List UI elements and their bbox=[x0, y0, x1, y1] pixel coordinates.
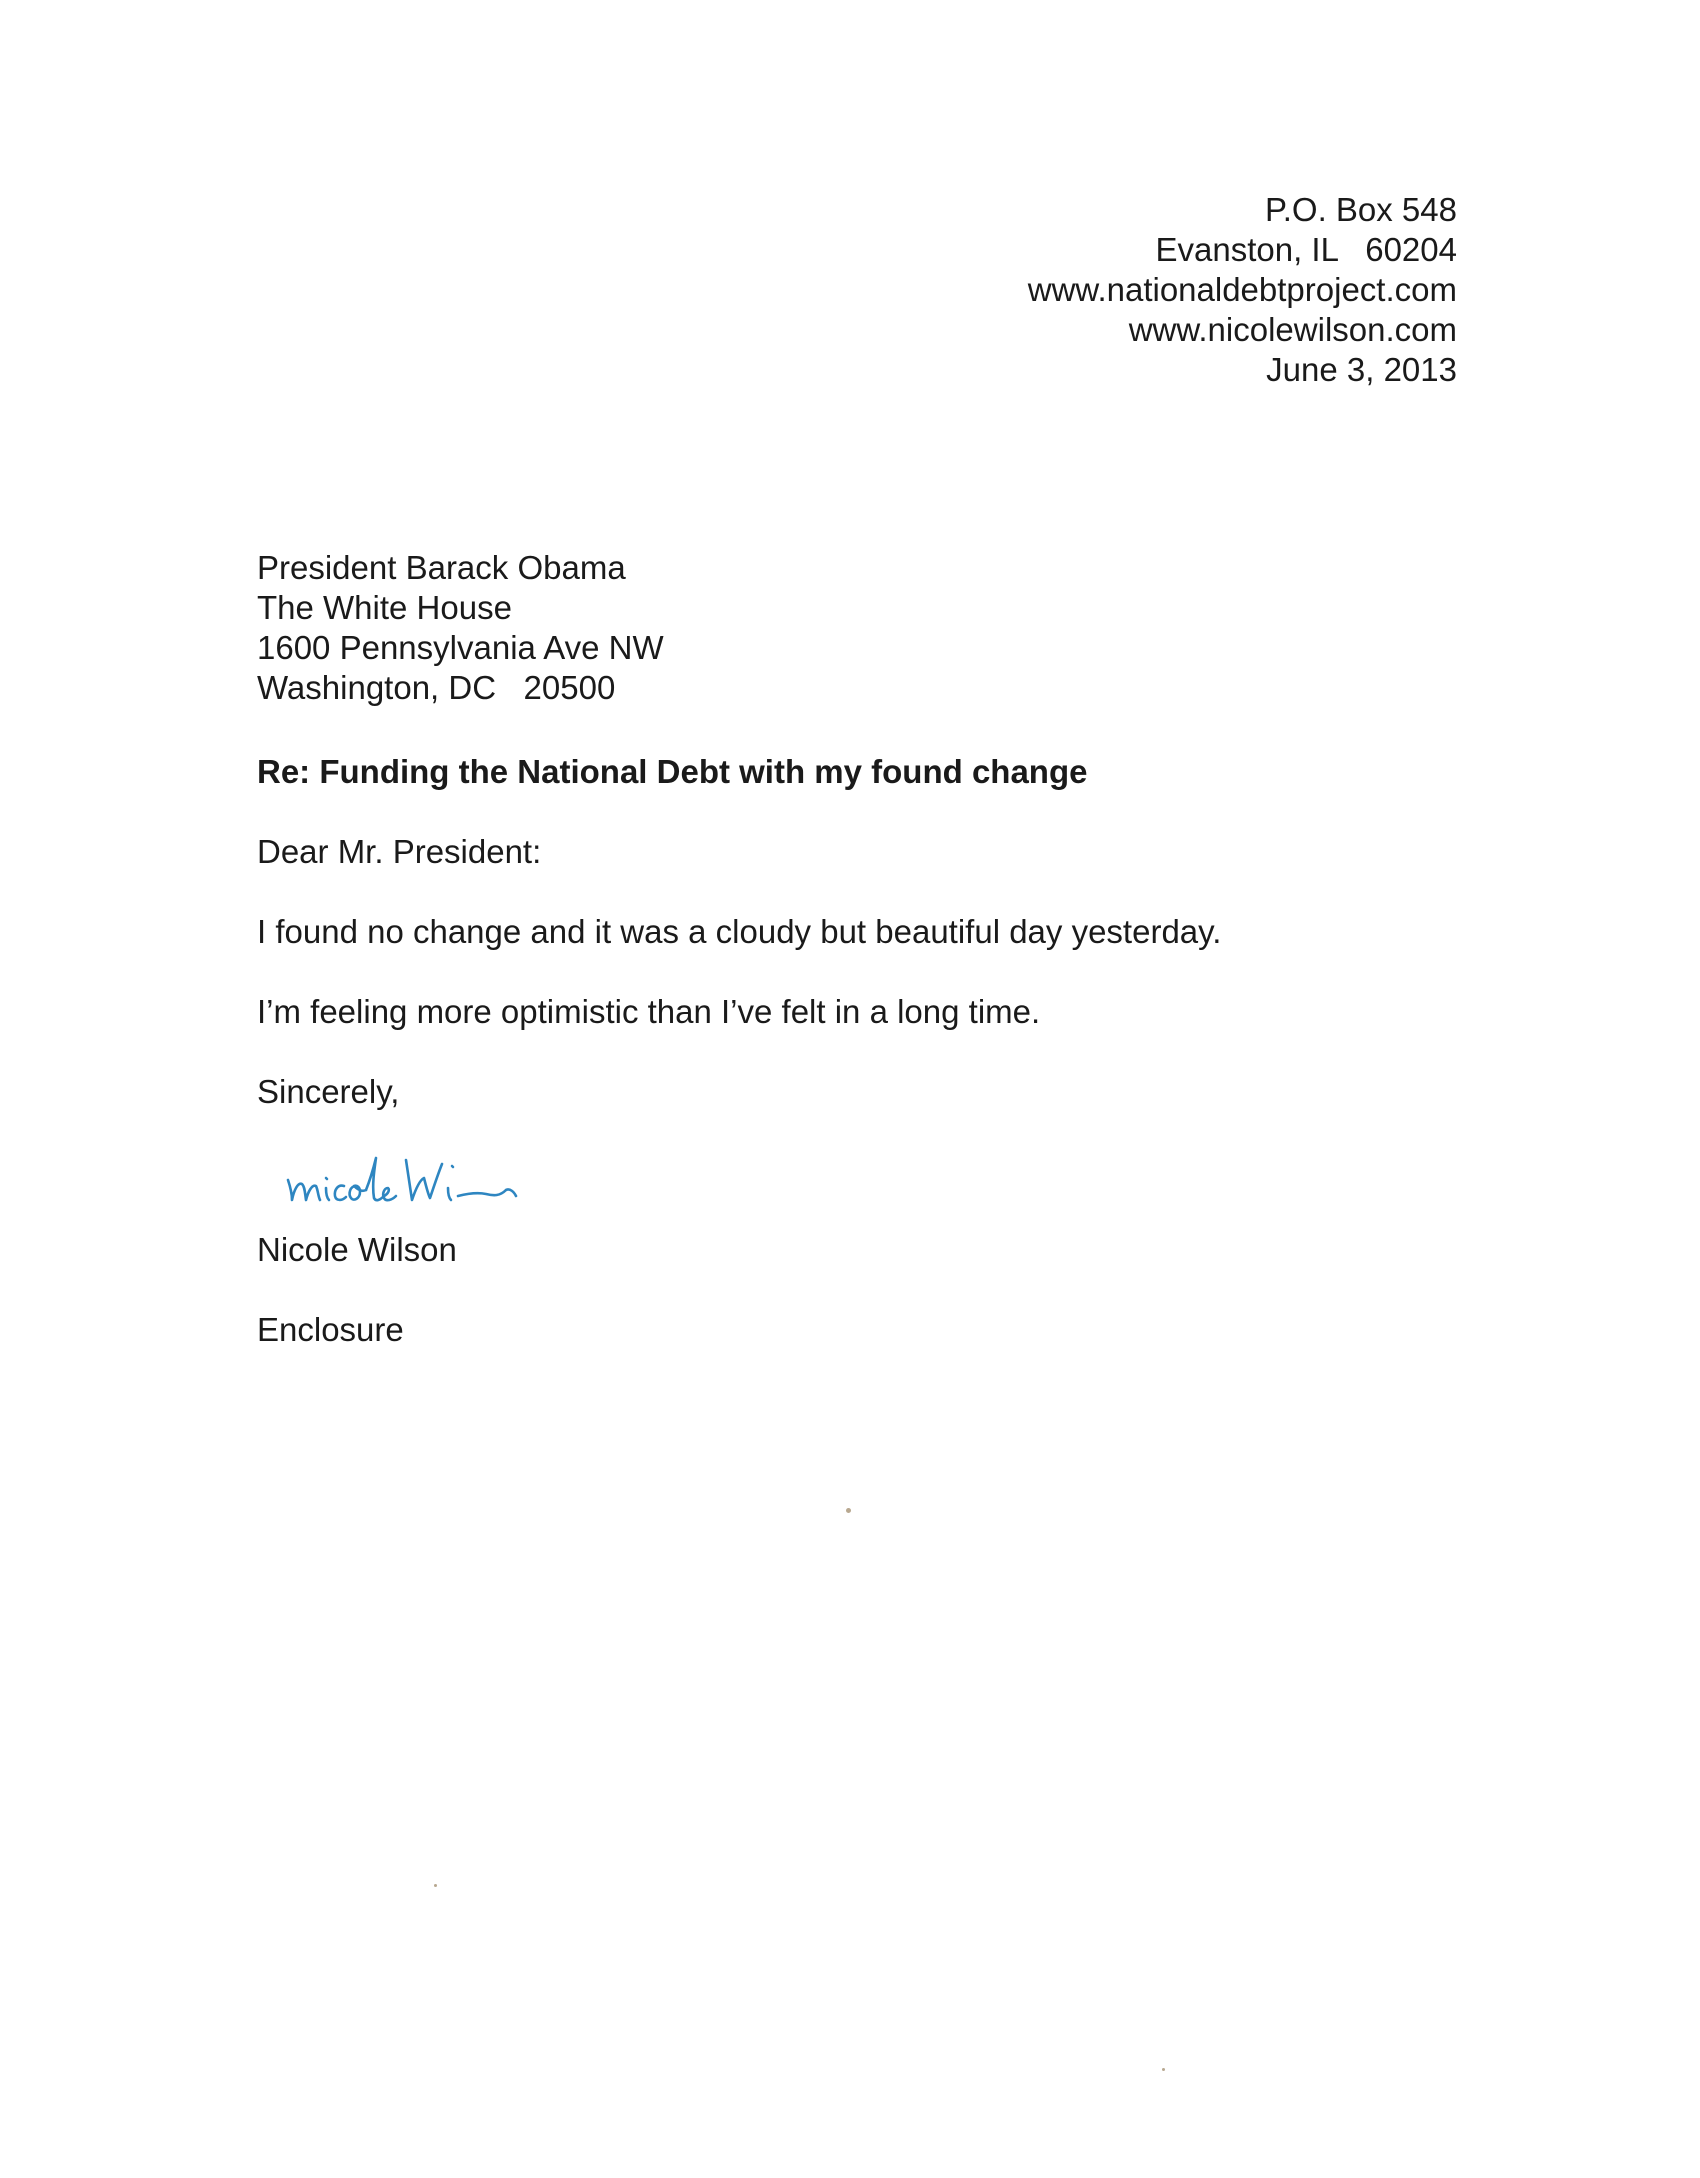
enclosure-note: Enclosure bbox=[257, 1311, 404, 1348]
sender-website-1: www.nationaldebtproject.com bbox=[1027, 271, 1457, 308]
recipient-name: President Barack Obama bbox=[257, 549, 626, 586]
handwritten-signature bbox=[280, 1140, 600, 1220]
sender-block bbox=[1028, 190, 1457, 390]
letter-date: June 3, 2013 bbox=[1266, 351, 1457, 388]
body-paragraph-2: I’m feeling more optimistic than I’ve felt in a long time. bbox=[257, 993, 1041, 1030]
closing: Sincerely, bbox=[257, 1073, 400, 1110]
paper-speck bbox=[846, 1508, 851, 1513]
recipient-organization: The White House bbox=[257, 589, 512, 626]
sender-website-2: www.nicolewilson.com bbox=[1128, 311, 1457, 348]
salutation: Dear Mr. President: bbox=[257, 833, 542, 870]
paper-speck bbox=[1162, 2068, 1165, 2071]
recipient-block bbox=[257, 548, 664, 708]
sender-address-line1: P.O. Box 548 bbox=[1264, 191, 1457, 228]
subject-line: Re: Funding the National Debt with my found change bbox=[257, 753, 1088, 790]
body-paragraph-1: I found no change and it was a cloudy but beautiful day yesterday. bbox=[257, 913, 1222, 950]
sender-address-line2: Evanston, IL 60204 bbox=[1155, 231, 1457, 268]
signer-name: Nicole Wilson bbox=[257, 1231, 457, 1268]
recipient-city-state-zip: Washington, DC 20500 bbox=[257, 669, 616, 706]
recipient-street: 1600 Pennsylvania Ave NW bbox=[257, 629, 664, 666]
paper-speck bbox=[434, 1884, 437, 1887]
